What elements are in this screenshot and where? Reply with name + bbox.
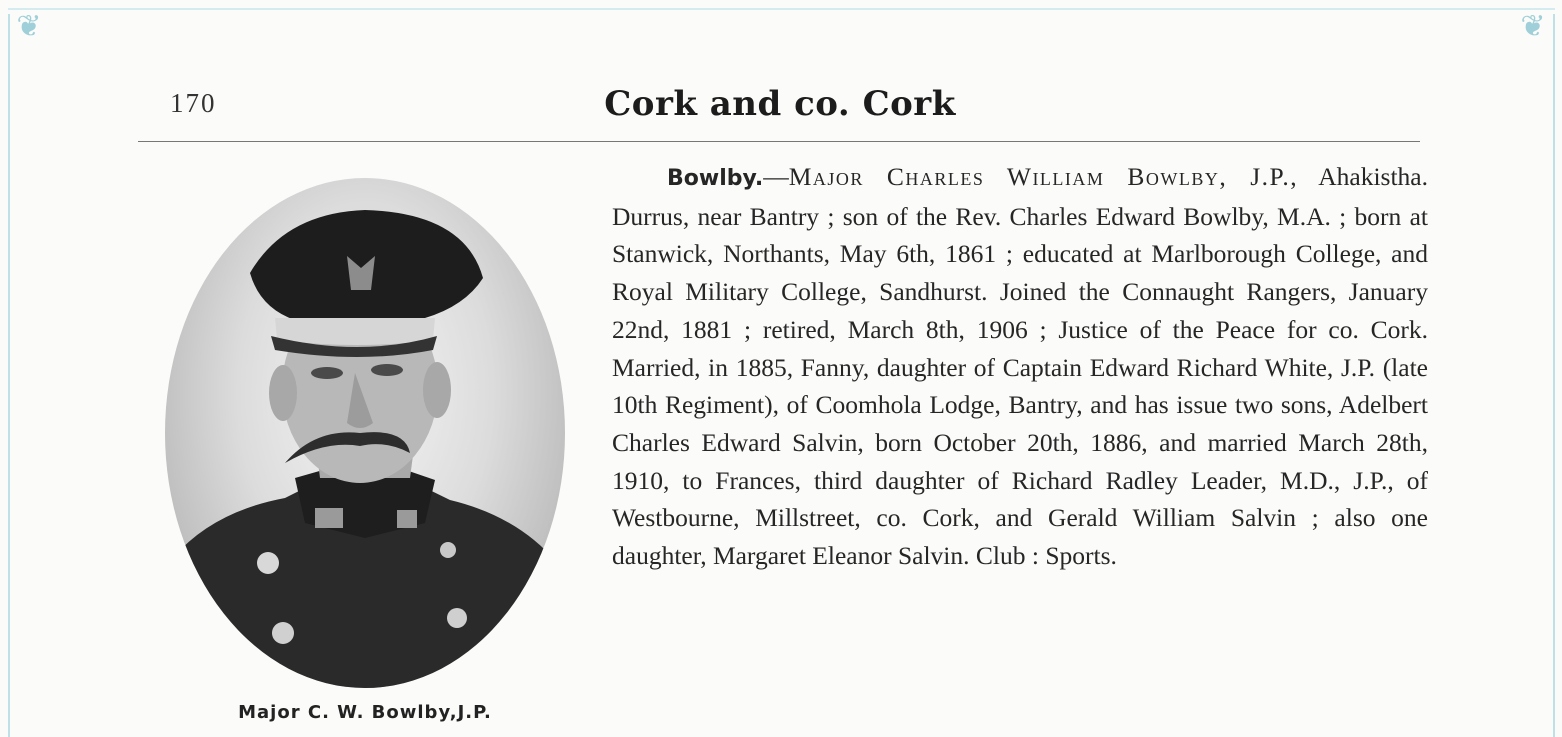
biography-entry bbox=[612, 158, 1428, 575]
page-number: 170 bbox=[170, 88, 217, 118]
page-border-top bbox=[8, 8, 1555, 10]
portrait-caption: Major C. W. Bowlby,J.P. bbox=[238, 702, 492, 723]
entry-dash: — bbox=[763, 162, 789, 191]
page-border-right bbox=[1553, 14, 1555, 737]
corner-ornament-icon: ❦ bbox=[1520, 10, 1546, 43]
entry-full-name: Major Charles William Bowlby, J.P., bbox=[788, 162, 1299, 191]
entry-surname: Bowlby. bbox=[667, 166, 764, 191]
page-border-left bbox=[8, 14, 10, 737]
portrait-photo bbox=[165, 178, 565, 688]
entry-body: Ahakistha. Durrus, near Bantry ; son of the Rev. Charles Edward Bowlby, M.A. ; born at Stanwick, Northants, May 6th, 1861 ; educated at Marlborough College, and Royal Military College, Sandhurst. Joined the Connaught Rangers, January 22nd, 1881 ; retired, March 8th, 1906 ; Justice of the Peace for co. Cork. Married, in 1885, Fanny, daughter of Captain Edward Richard White, J.P. (late 10th Regiment), of Coomhola Lodge, Bantry, and has issue two sons, Adelbert Charles Edward Salvin, born October 20th, 1886, and married March 28th, 1910, to Frances, third daughter of Richard Radley Leader, M.D., J.P., of Westbourne, Millstreet, co. Cork, and Gerald William Salvin ; also one daughter, Margaret Eleanor Salvin. Club : Sports. bbox=[612, 162, 1429, 571]
corner-ornament-icon: ❦ bbox=[16, 10, 42, 43]
running-head: Cork and co. Cork bbox=[604, 84, 956, 124]
portrait-figure-icon bbox=[165, 178, 565, 688]
header-rule bbox=[138, 141, 1420, 142]
